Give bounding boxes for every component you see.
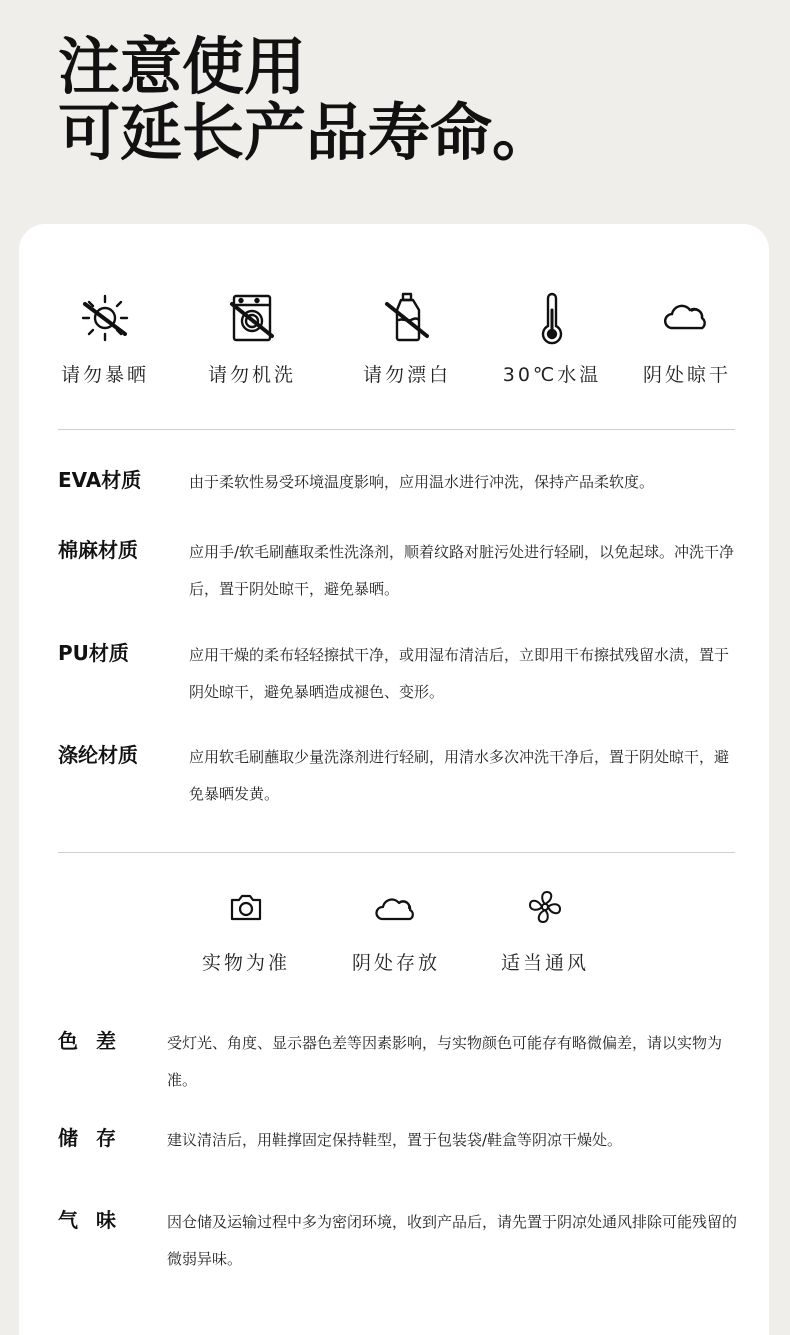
info-label: 适当通风: [500, 952, 589, 974]
note-desc: 建议清洁后，用鞋撑固定保持鞋型，置于包装袋/鞋盒等阴凉干燥处。: [167, 1131, 623, 1149]
fan-icon: [475, 888, 615, 926]
divider-middle: [58, 852, 735, 853]
no-sun-icon: [40, 288, 170, 348]
material-name: 涤纶材质: [58, 743, 138, 767]
note-desc: 因仓储及运输过程中多为密闭环境，收到产品后，请先置于阴凉处通风排除可能残留的微弱异味。: [167, 1213, 738, 1268]
care-item-no-bleach: [342, 288, 472, 387]
care-item-water-temp: [487, 288, 617, 387]
material-desc: 应用软毛刷蘸取少量洗涤剂进行轻刷，用清水多次冲洗干净后，置于阴处晾干，避免暴晒发黄。: [189, 748, 730, 803]
cloud-icon: [622, 288, 752, 348]
info-item-ventilation: [475, 888, 615, 975]
thermometer-icon: [487, 288, 617, 348]
no-machine-wash-icon: [187, 288, 317, 348]
headline-line-2: 可延长产品寿命。: [58, 96, 555, 169]
info-icons-row: [19, 888, 769, 988]
divider-top: [58, 429, 735, 430]
care-card: [19, 224, 769, 1335]
care-item-no-sun: [40, 288, 170, 387]
info-label: 阴处存放: [351, 952, 440, 974]
care-label: 阴处晾干: [642, 364, 731, 386]
care-item-no-machine-wash: [187, 288, 317, 387]
cloud-icon: [326, 888, 466, 926]
material-desc: 由于柔软性易受环境温度影响，应用温水进行冲洗，保持产品柔软度。: [189, 473, 655, 491]
note-name: 气味: [58, 1208, 134, 1232]
material-desc: 应用手/软毛刷蘸取柔性洗涤剂，顺着纹路对脏污处进行轻刷，以免起球。冲洗干净后，置于阴处晾干，避免暴晒。: [189, 543, 735, 598]
material-name: 棉麻材质: [58, 538, 138, 562]
no-bleach-icon: [342, 288, 472, 348]
care-label: 30℃水温: [502, 364, 602, 386]
material-name: EVA材质: [58, 468, 142, 492]
material-desc: 应用干燥的柔布轻轻擦拭干净，或用湿布清洁后，立即用干布擦拭残留水渍，置于阴处晾干，避免暴晒造成褪色、变形。: [189, 646, 730, 701]
note-name: 储存: [58, 1126, 134, 1150]
care-label: 请勿暴晒: [60, 364, 149, 386]
note-desc: 受灯光、角度、显示器色差等因素影响，与实物颜色可能存有略微偏差，请以实物为准。: [167, 1034, 723, 1089]
care-icons-row: [19, 288, 769, 398]
note-name: 色差: [58, 1029, 134, 1053]
care-item-shade-dry: [622, 288, 752, 387]
info-item-shade-storage: [326, 888, 466, 975]
info-label: 实物为准: [201, 952, 290, 974]
headline-line-1: 注意使用: [58, 30, 307, 103]
care-label: 请勿机洗: [207, 364, 296, 386]
info-item-actual-product: [176, 888, 316, 975]
material-name: PU材质: [58, 641, 129, 665]
care-label: 请勿漂白: [362, 364, 451, 386]
camera-icon: [176, 888, 316, 926]
headline: [58, 30, 555, 169]
